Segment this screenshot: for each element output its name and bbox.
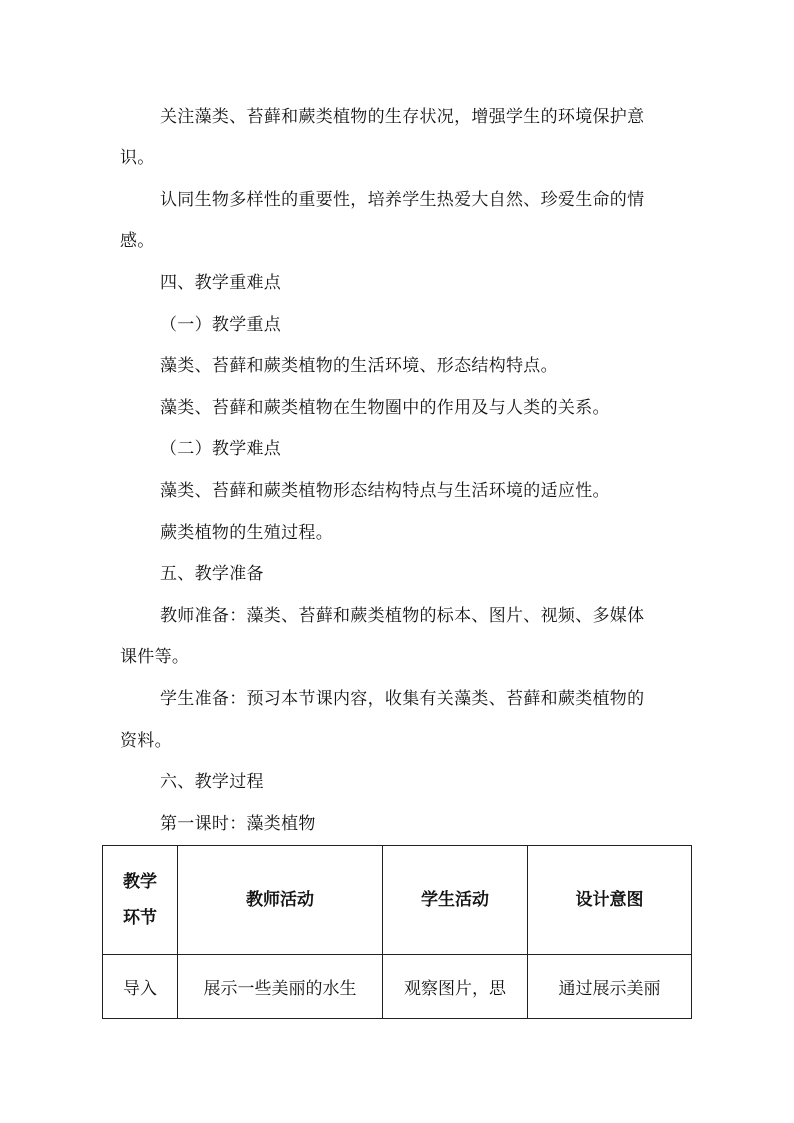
cell-student-activity: 观察图片，思: [383, 955, 528, 1019]
paragraph-difficulty-2: 蕨类植物的生殖过程。: [160, 523, 333, 543]
paragraph-biodiversity-line2: 感。: [120, 231, 155, 251]
table-row: [103, 955, 692, 1019]
paragraph-focus-1: 藻类、苔藓和蕨类植物的生活环境、形态结构特点。: [160, 356, 558, 376]
header-student-activity: 学生活动: [383, 846, 528, 955]
header-stage-line2: 环节: [123, 908, 157, 928]
table-header-row: [103, 846, 692, 955]
header-stage-line1: 教学: [123, 872, 157, 892]
paragraph-conservation-line1: 关注藻类、苔藓和蕨类植物的生存状况，增强学生的环境保护意: [160, 107, 645, 127]
header-teacher-activity: 教师活动: [178, 846, 383, 955]
header-design-intent: 设计意图: [528, 846, 692, 955]
subheading-difficulty: （二）教学难点: [160, 439, 282, 459]
section-heading-key-points: 四、教学重难点: [160, 273, 282, 293]
paragraph-student-prep-line2: 资料。: [120, 731, 172, 751]
cell-teacher-activity: 展示一些美丽的水生: [178, 955, 383, 1019]
section-heading-process: 六、教学过程: [160, 772, 264, 792]
subheading-key-focus: （一）教学重点: [160, 315, 282, 335]
paragraph-teacher-prep-line1: 教师准备：藻类、苔藓和蕨类植物的标本、图片、视频、多媒体: [160, 606, 645, 626]
paragraph-student-prep-line1: 学生准备：预习本节课内容，收集有关藻类、苔藓和蕨类植物的: [160, 689, 645, 709]
lesson-plan-table: [102, 845, 692, 1019]
lesson-title: 第一课时：藻类植物: [160, 814, 316, 834]
paragraph-difficulty-1: 藻类、苔藓和蕨类植物形态结构特点与生活环境的适应性。: [160, 481, 610, 501]
cell-stage: 导入: [103, 955, 178, 1019]
header-teaching-stage: [103, 846, 178, 955]
paragraph-conservation-line2: 识。: [120, 148, 155, 168]
paragraph-focus-2: 藻类、苔藓和蕨类植物在生物圈中的作用及与人类的关系。: [160, 398, 610, 418]
cell-design-intent: 通过展示美丽: [528, 955, 692, 1019]
paragraph-biodiversity-line1: 认同生物多样性的重要性，培养学生热爱大自然、珍爱生命的情: [160, 190, 645, 210]
paragraph-teacher-prep-line2: 课件等。: [120, 647, 190, 667]
section-heading-preparation: 五、教学准备: [160, 564, 264, 584]
